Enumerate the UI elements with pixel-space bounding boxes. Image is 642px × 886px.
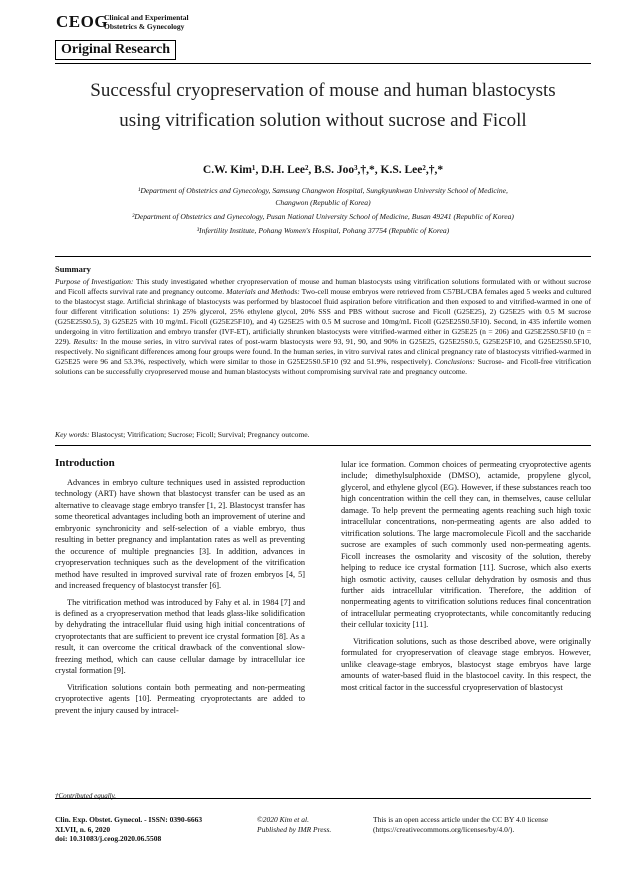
keywords-divider [55,445,591,446]
paragraph: Advances in embryo culture techniques used in assisted reproduction technology (ART) have shown that blastocyst transfer can be used as an alternative to cleavage stage embryo transfer [1, 2]. Blastocyst transfer has some theoretical advantages including both an improvement of uterine and embryonic synchronicity and self-selection of a viable embryo, thus resulting in better pregnancy and implantation rates as well as preventing the occurence of multiple pregnancies [3]. In addition, advances in cryopreservation techniques such as the development of the vitrification method have resulted in improved survival rate of frozen embryos [4, 5] and increased frequency of blastocyst transfer [6]. [55,478,305,591]
copyright-info [257,815,331,834]
keywords [55,430,591,439]
logo-sub-line2: Obstetrics & Gynecology [104,21,185,31]
purpose-text: This study investigated whether cryopreservation of mouse and human blastocysts using vitrification solutions formulated with or without sucrose and Ficoll affects survival rate and pregnancy outcome. [55,277,591,297]
license-info [373,815,593,834]
methods-text: Two-cell mouse embryos were retrieved from C57BL/CBA females aged 5 weeks and cultured to the blastocyst stage. Artificial shrinkage of blastocysts was performed by blastocoel fluid aspiration before vitrification and then exposed to and vitrified-warmed in one of four different vitrification solutions: 1) 25% glycerol, 25% ethylene glycol, 20% SSS and PBS without sucrose and Ficoll (G25E25), 2) G25E25 with 0.5 M sucrose (G25E25S0.5), 3) G25E25 with 10 mg/mL Ficoll (G25E25F10), and 4) G25E25 with 0.5 M sucrose and 10mg/mL Ficoll (G25E25S0.5F10). Second, in 435 infertile women undergoing in vitro fertilization and embryo transfer (IVF-ET), artificially shrunken blastocysts were vitrified-warmed either in G25E25 (n = 206) and G25E25S0.5F10 (n = 229). [55,287,591,347]
citation-volume: XLVII, n. 6, 2020 [55,824,111,834]
keywords-text: Blastocyst; Vitrification; Sucrose; Ficoll; Survival; Pregnancy outcome. [89,430,310,439]
results-label: Results: [73,337,98,347]
paragraph: Vitrification solutions contain both permeating and non-permeating cryoprotective agents [10]. Permeating cryoprotectants are added to prevent the injury caused by intracel- [55,682,305,715]
header-divider [55,63,591,64]
license-link[interactable]: (https://creativecommons.org/licenses/by/4.0/). [373,824,515,834]
logo-sub-line1: Clinical and Experimental [104,13,189,22]
affiliation-3: ³Infertility Institute, Pohang Women's Hospital, Pohang 37754 (Republic of Korea) [196,226,450,235]
affiliation-1b: Changwon (Republic of Korea) [275,198,371,207]
publisher: Published by IMR Press. [257,824,332,834]
body-column-left [55,477,305,721]
title-line-1: Successful cryopreservation of mouse and human blastocysts [90,80,556,101]
license-text: This is an open access article under the CC BY 4.0 license [373,815,549,824]
title-line-2: using vitrification solution without sucrose and Ficoll [119,110,527,131]
methods-label: Materials and Methods: [226,287,300,297]
journal-logo-subtitle [104,14,189,31]
footnote: †Contributed equally. [55,792,117,800]
journal-logo: CEOG [56,12,109,31]
conclusions-label: Conclusions: [434,357,475,367]
results-text: In the mouse series, in vitro survival rates of post-warm blastocysts were 93, 91, 90, and 90% in G25E25, G25E25S0.5, G25E25F10, and G25E25S0.5F10, respectively. No significant differences among four groups were found. In the human series, in vitro survival rates and clinical pregnancy rate of blastocysts vitrified-warmed in G25E25 were 96 and 53.3%, respectively, which were similar to those in G25E25S0.5F10 (92 and 51.9%, respectively). [55,337,591,367]
copyright-holder: ©2020 Kim et al. [257,815,309,824]
keywords-label: Key words: [55,430,90,439]
affiliation-2: ²Department of Obstetrics and Gynecology, Pusan National University School of Medicine, Busan 49241 (Republic of Korea) [132,212,514,221]
paragraph: lular ice formation. Common choices of permeating cryoprotective agents include; dimethylsulphoxide (DMSO), actamide, propylene glycol, glycerol, and ethylene glycol (EG). However, if these substances reach too high concentration within the cell they can, in themselves, cause cellular damage. To help prevent the permeating agents reaching such high toxic intracellular concentrations, non-permeating agents are also added to vitrification solutions. The large macromolecule Ficoll and the saccharide sucrose are examples of such commonly used non-permeating agents. Ficoll increases the osmolarity and viscosity of the solution, thereby helping to reduce ice crystal formation [11]. Sucrose, which also exerts high osmotic activity, causes cellular dehydration by osmosis and thus further aids intracellular vitrification. Therefore, the addition of nonpermeating agents to vitrification solutions reduces final concentration of intracellular permeating cryoprotectants, while concomitantly reducing their cellular toxicity [11]. [341,460,591,630]
purpose-label: Purpose of Investigation: [55,277,134,286]
introduction-heading: Introduction [55,457,115,469]
paragraph: Vitrification solutions, such as those described above, were originally formulated for cryopreservation of cleavage stage embryos. However, unlike cleavage-stage embryos, blastocyst stage embryos have large amounts of water-based fluid in the blastocoel cavity. In this respect, the most critical factor in the successful cryopreservation of blastocyst [341,636,591,692]
article-title [60,76,586,136]
summary-text [55,277,591,377]
summary-heading: Summary [55,264,91,274]
footer-divider [55,798,591,799]
affiliation-1a: ¹Department of Obstetrics and Gynecology, Samsung Changwon Hospital, Sungkyunkwan University School of Medicine, [138,186,508,195]
citation-journal: Clin. Exp. Obstet. Gynecol. - ISSN: 0390-6663 [55,815,203,824]
citation-info [55,815,202,844]
section-label: Original Research [55,40,176,60]
citation-doi: doi: 10.31083/j.ceog.2020.06.5508 [55,834,162,843]
summary-divider [55,256,591,257]
author-list: C.W. Kim¹, D.H. Lee², B.S. Joo³,†,*, K.S. Lee²,†,* [202,164,444,176]
body-column-right [341,459,591,698]
paragraph: The vitrification method was introduced by Fahy et al. in 1984 [7] and is defined as a cryopreservation method that leads glass-like solidification by dehydrating the intracellular fluid using high initial concentrations of cryoprotectants that are sufficient to prevent ice crystal formation [8]. As a result, it can overcome the critical drawback of the conventional slow-freezing method, which can cause cellular damage by intracellular ice crystal formation [9]. [55,597,305,676]
conclusions-text: Sucrose- and Ficoll-free vitrification solutions can be successfully cryopreserved mouse and human blastocysts without compromising survival rate and pregnancy outcome. [55,357,591,377]
